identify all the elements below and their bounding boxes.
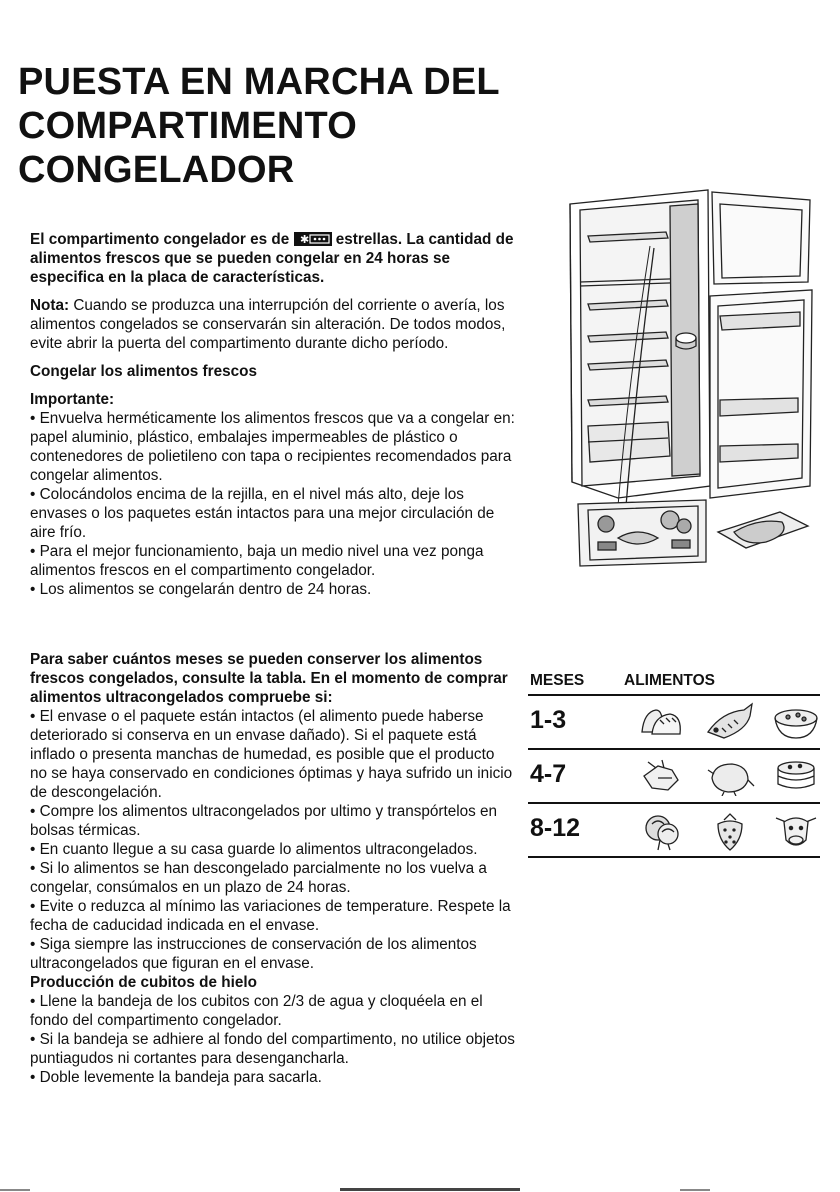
list-item: • Siga siempre las instrucciones de conservación de los alimentos ultracongelados que figuran en el envase. bbox=[30, 936, 477, 972]
col-meses: MESES bbox=[530, 672, 585, 689]
list-item: • Si lo alimentos se han descongelado parcialmente no los vuelva a congelar, consúmalos en un plazo de 24 horas. bbox=[30, 860, 487, 896]
fish-icon bbox=[704, 702, 756, 744]
list-item: • Envuelva herméticamente los alimentos frescos que va a congelar en: papel aluminio, plástico, embalajes impermeables de plástico o contenedores de polietileno con tapa o recipientes recomendados para congelar alimentos. bbox=[30, 410, 515, 484]
title-line-1: PUESTA EN MARCHA DEL bbox=[18, 61, 500, 103]
list-item: • Evite o reduzca al mínimo las variaciones de temperature. Respete la fecha de caducidad indicada en el envase. bbox=[30, 898, 511, 934]
bread-icon bbox=[638, 702, 686, 742]
col-alimentos: ALIMENTOS bbox=[624, 672, 715, 689]
table-row bbox=[528, 748, 820, 802]
main-column-1 bbox=[30, 296, 515, 599]
soup-bowl-icon bbox=[772, 702, 820, 742]
list-item: • Compre los alimentos ultracongelados por ultimo y transpórtelos en bolsas térmicas. bbox=[30, 803, 498, 839]
meses-heading: Para saber cuántos meses se pueden conserver los alimentos frescos congelados, consulte la tabla. En el momento de comprar alimentos ultracongelados compruebe si: bbox=[30, 651, 508, 706]
freezer-stars-icon bbox=[294, 232, 332, 246]
chicken-icon bbox=[704, 756, 756, 796]
congelar-heading: Congelar los alimentos frescos bbox=[30, 363, 257, 380]
refrigerator-illustration bbox=[558, 186, 820, 572]
list-item: • En cuanto llegue a su casa guarde lo alimentos ultracongelados. bbox=[30, 841, 478, 858]
list-item: • Colocándolos encima de la rejilla, en el nivel más alto, deje los envases o los paquetes están intactos para una mejor circulación de aire frío. bbox=[30, 486, 495, 541]
list-item: • Para el mejor funcionamiento, baja un medio nivel una vez ponga alimentos frescos en el compartimento congelador. bbox=[30, 543, 484, 579]
storage-table bbox=[528, 668, 820, 858]
meses-value: 8-12 bbox=[530, 814, 581, 842]
footer-artifact bbox=[0, 1186, 840, 1192]
list-item: • Si la bandeja se adhiere al fondo del compartimento, no utilice objetos puntiagudos ni cortantes para desengancharla. bbox=[30, 1031, 515, 1067]
list-item: • Llene la bandeja de los cubitos con 2/3 de agua y cloquéela en el fondo del compartimento congelador. bbox=[30, 993, 483, 1029]
main-column-2 bbox=[30, 650, 515, 1087]
svg-text:✱: ✱ bbox=[299, 233, 309, 246]
vegetables-icon bbox=[638, 810, 686, 852]
table-header bbox=[528, 668, 820, 694]
list-item: • El envase o el paquete están intactos (el alimento puede haberse deteriorado si conserva en un envase dañado). Si el paquete está inflado o presenta manchas de humedad, es posible que el producto no se haya conservado en condiciones óptimas y haya sufrido un inicio de descongelación. bbox=[30, 708, 513, 801]
table-row bbox=[528, 694, 820, 748]
table-row bbox=[528, 802, 820, 858]
hand-icon bbox=[638, 756, 686, 796]
hielo-heading: Producción de cubitos de hielo bbox=[30, 974, 257, 991]
page-title bbox=[18, 60, 578, 192]
cow-icon bbox=[772, 810, 820, 852]
meses-value: 4-7 bbox=[530, 760, 567, 788]
list-item: • Doble levemente la bandeja para sacarla. bbox=[30, 1069, 322, 1086]
title-line-2: COMPARTIMENTO bbox=[18, 105, 357, 147]
title-line-3: CONGELADOR bbox=[18, 149, 295, 191]
intro-paragraph: El compartimento congelador es de ✱ estrellas. La cantidad de alimentos frescos que se pueden congelar en 24 horas se especifica en la placa de características. bbox=[30, 231, 514, 286]
nota-paragraph: Nota: Cuando se produzca una interrupción del corriente o avería, los alimentos congelados se conservarán sin alteración. De todos modos, evite abrir la puerta del compartimento durante dicho período. bbox=[30, 297, 506, 352]
cake-icon bbox=[772, 756, 820, 796]
list-item: • Los alimentos se congelarán dentro de 24 horas. bbox=[30, 581, 372, 598]
meses-value: 1-3 bbox=[530, 706, 567, 734]
importante-heading: Importante: bbox=[30, 391, 115, 408]
strawberry-icon bbox=[712, 810, 748, 852]
